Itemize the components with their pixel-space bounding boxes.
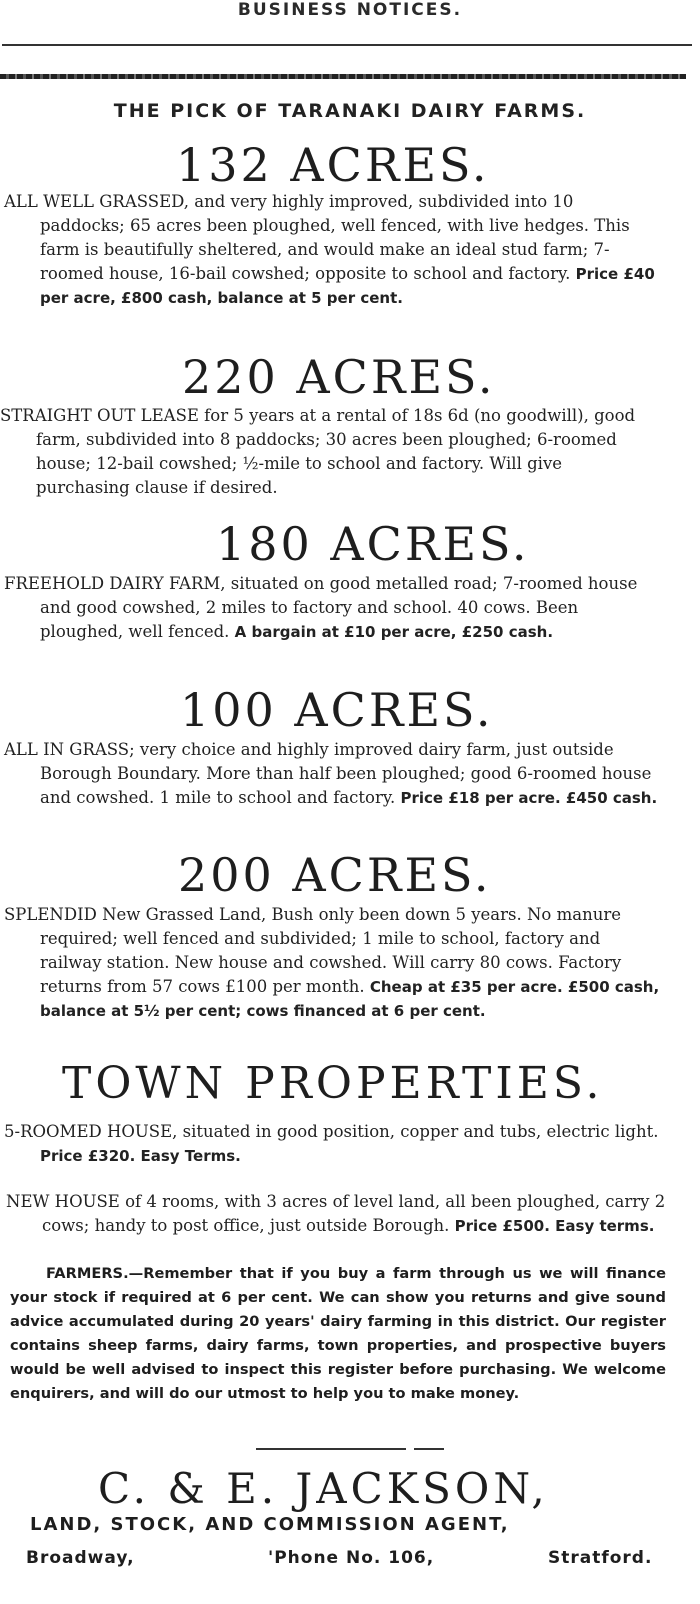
listing-text-180 [4, 572, 662, 644]
listing-text-200 [4, 903, 664, 1023]
listing-price: Cheap at £35 per acre. £500 cash, balance at 5½ per cent; cows financed at 6 per cent. [40, 978, 660, 1020]
footer-address: Broadway, [26, 1548, 135, 1568]
property-price: Price £320. Easy Terms. [40, 1147, 241, 1165]
listing-description: ALL WELL GRASSED, and very highly improved, subdivided into 10 paddocks; 65 acres been ploughed, well fenced, with live hedges. This farm is beautifully sheltered, and would make an ideal stud farm; 7-roomed house, 16-bail cowshed; opposite to school and factory. [4, 192, 630, 283]
listing-price: Price £40 per acre, £800 cash, balance at 5 per cent. [40, 265, 655, 307]
listing-heading-132: 132 ACRES. [176, 138, 490, 192]
listing-heading-100: 100 ACRES. [180, 683, 494, 737]
listing-price: A bargain at £10 per acre, £250 cash. [234, 623, 554, 641]
listing-description: ALL IN GRASS; very choice and highly improved dairy farm, just outside Borough Boundary. More than half been ploughed; good 6-roomed house and cowshed. 1 mile to school and factory. [4, 740, 652, 807]
listing-description: STRAIGHT OUT LEASE for 5 years at a rental of 18s 6d (no goodwill), good farm, subdivided into 8 paddocks; 30 acres been ploughed; 6-roomed house; 12-bail cowshed; ½-mile to school and factory. Will give purchasing clause if desired. [0, 406, 636, 497]
footer-town: Stratford. [548, 1548, 653, 1568]
firm-name: C. & E. JACKSON, [98, 1464, 549, 1513]
listing-text-220 [0, 404, 660, 500]
signature-rule-left [256, 1448, 406, 1450]
listing-description: SPLENDID New Grassed Land, Bush only been down 5 years. No manure required; well fenced and subdivided; 1 mile to school, factory and railway station. New house and cowshed. Will carry 80 cows. Factory returns from 57 cows £100 per month. [4, 905, 622, 996]
listing-description: FREEHOLD DAIRY FARM, situated on good metalled road; 7-roomed house and good cowshed, 2 miles to factory and school. 40 cows. Been ploughed, well fenced. [4, 574, 638, 641]
agent-line: LAND, STOCK, AND COMMISSION AGENT, [30, 1514, 510, 1535]
listing-heading-180: 180 ACRES. [216, 517, 530, 571]
listing-price: Price £18 per acre. £450 cash. [400, 789, 658, 807]
town-property-1 [4, 1120, 680, 1168]
property-description: 5-ROOMED HOUSE, situated in good position, copper and tubs, electric light. [4, 1122, 659, 1141]
property-description: NEW HOUSE of 4 rooms, with 3 acres of level land, all been ploughed, carry 2 cows; handy to post office, just outside Borough. [6, 1192, 666, 1235]
property-price: Price £500. Easy terms. [454, 1217, 655, 1235]
farmers-note: FARMERS.—Remember that if you buy a farm through us we will finance your stock if required at 6 per cent. We can show you returns and give sound advice accumulated during 20 years' dairy farming in this district. Our register contains sheep farms, dairy farms, town properties, and prospective buyers would be well advised to inspect this register before purchasing. We welcome enquirers, and will do our utmost to help you to make money. [10, 1265, 666, 1402]
listing-heading-200: 200 ACRES. [178, 848, 492, 902]
section-header: BUSINESS NOTICES. [237, 0, 463, 20]
footer-phone: 'Phone No. 106, [268, 1548, 435, 1568]
header-rule [2, 44, 692, 46]
advert-subtitle: THE PICK OF TARANAKI DAIRY FARMS. [113, 100, 587, 122]
listing-heading-220: 220 ACRES. [182, 350, 496, 404]
town-property-2 [6, 1190, 666, 1238]
town-properties-heading: TOWN PROPERTIES. [62, 1058, 604, 1109]
signature-rule-right [414, 1448, 444, 1450]
listing-text-132 [4, 190, 660, 310]
ornamental-rule [0, 74, 686, 79]
listing-text-100 [4, 738, 662, 810]
